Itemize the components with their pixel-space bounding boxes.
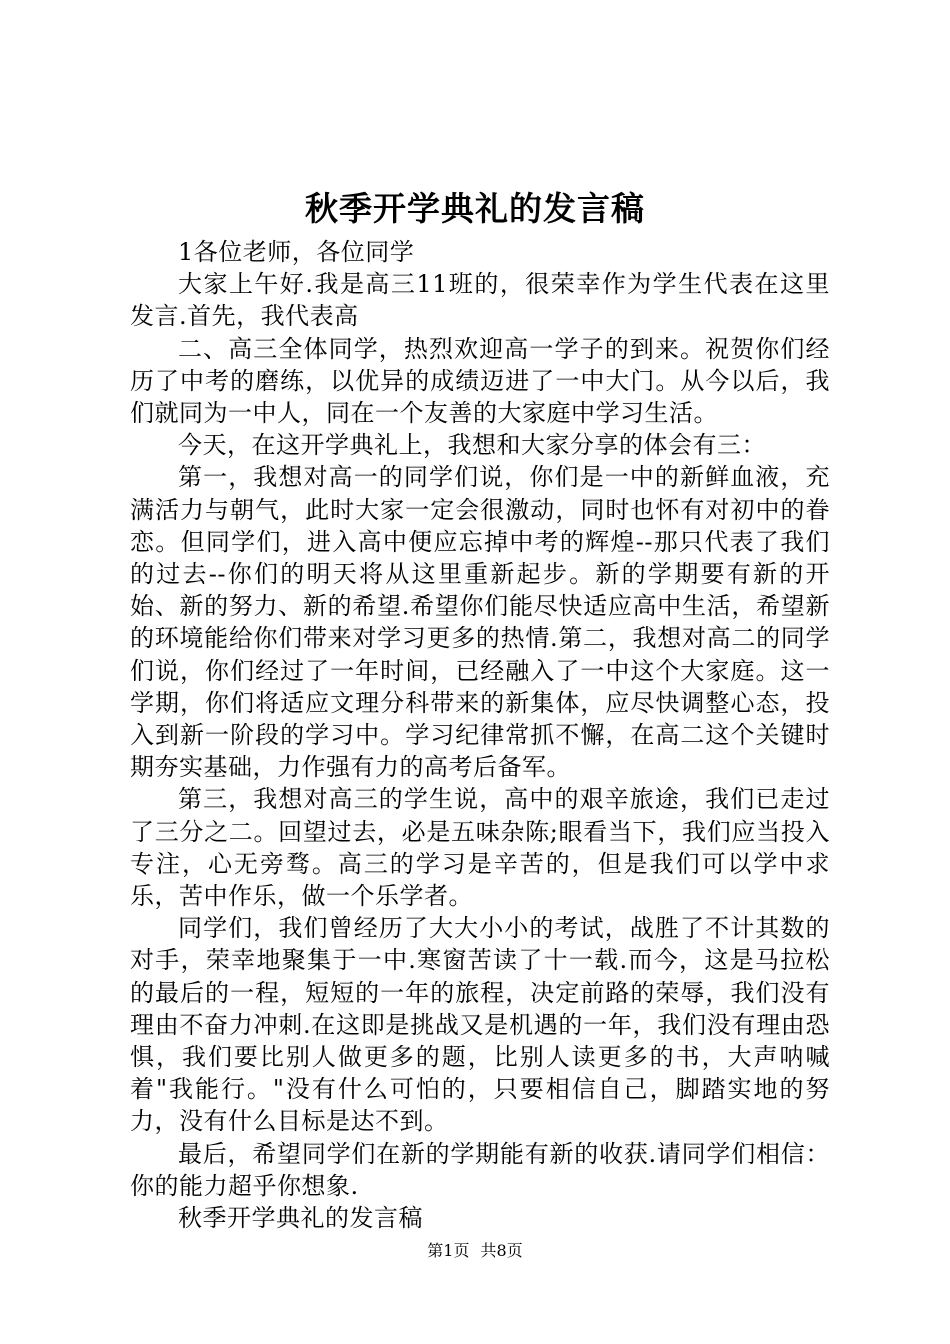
paragraph: 第三，我想对高三的学生说，高中的艰辛旅途，我们已走过了三分之二。回望过去，必是五味杂陈;眼看当下，我们应当投入专注，心无旁骛。高三的学习是辛苦的，但是我们可以学中求乐，苦中作乐，做一个乐学者。: [130, 785, 830, 911]
paragraph: 最后，希望同学们在新的学期能有新的收获.请同学们相信：你的能力超乎你想象.: [130, 1139, 830, 1200]
paragraph: 今天，在这开学典礼上，我想和大家分享的体会有三：: [178, 431, 766, 460]
paragraph: 秋季开学典礼的发言稿: [178, 1204, 423, 1233]
page-total: 共8页: [480, 1241, 523, 1260]
paragraph: 大家上午好.我是高三11班的，很荣幸作为学生代表在这里发言.首先，我代表高: [130, 270, 830, 331]
paragraph: 1各位老师，各位同学: [178, 238, 415, 266]
document-title: 秋季开学典礼的发言稿: [305, 189, 645, 228]
page-number: 第1页: [427, 1241, 470, 1260]
paragraph: 同学们，我们曾经历了大大小小的考试，战胜了不计其数的对手，荣幸地聚集于一中.寒窗苦读了十一载.而今，这是马拉松的最后的一程，短短的一年的旅程，决定前路的荣辱，我们没有理由不奋力冲刺.在这即是挑战又是机遇的一年，我们没有理由恐惧，我们要比别人做更多的题，比别人读更多的书，大声呐喊着"我能行。"没有什么可怕的，只要相信自己，脚踏实地的努力，没有什么目标是达不到。: [130, 914, 830, 1136]
paragraph: 二、高三全体同学，热烈欢迎高一学子的到来。祝贺你们经历了中考的磨练，以优异的成绩迈进了一中大门。从今以后，我们就同为一中人，同在一个友善的大家庭中学习生活。: [130, 334, 830, 428]
paragraph: 第一，我想对高一的同学们说，你们是一中的新鲜血液，充满活力与朝气，此时大家一定会很激动，同时也怀有对初中的眷恋。但同学们，进入高中便应忘掉中考的辉煌--那只代表了我们的过去--你们的明天将从这里重新起步。新的学期要有新的开始、新的努力、新的希望.希望你们能尽快适应高中生活，希望新的环境能给你们带来对学习更多的热情.第二，我想对高二的同学们说，你们经过了一年时间，已经融入了一中这个大家庭。这一学期，你们将适应文理分科带来的新集体，应尽快调整心态，投入到新一阶段的学习中。学习纪律常抓不懈，在高二这个关键时期夯实基础，力作强有力的高考后备军。: [130, 463, 830, 782]
document-body: [130, 236, 830, 1234]
page-footer: [0, 1239, 950, 1263]
